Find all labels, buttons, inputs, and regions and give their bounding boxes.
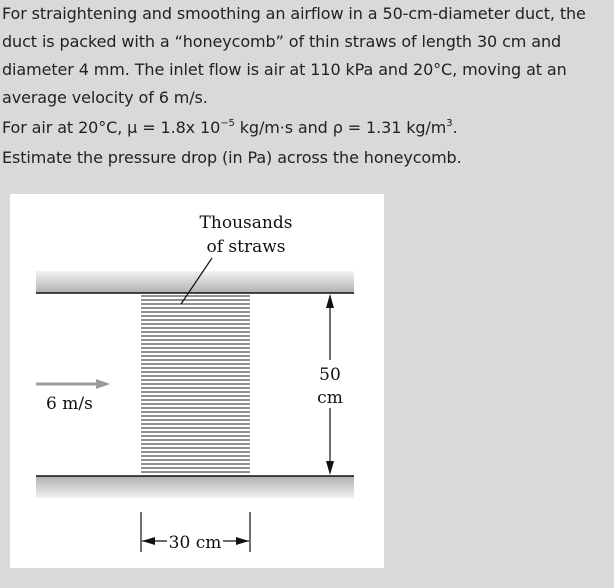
properties-middle: kg/m·s and ρ = 1.31 kg/m: [234, 118, 447, 137]
problem-statement: [2, 0, 614, 172]
straws-label-line2: of straws: [206, 237, 286, 257]
velocity-label: 6 m/s: [46, 394, 93, 414]
mu-exponent: −5: [220, 118, 235, 129]
diameter-value-label: 50: [319, 365, 341, 385]
inlet-velocity-arrow: [36, 379, 110, 389]
honeycomb-figure: [10, 194, 384, 568]
air-properties: [2, 114, 614, 142]
duct-bottom-wall: [36, 476, 354, 498]
honeycomb-straws: [141, 296, 250, 472]
properties-prefix: For air at 20°C, μ = 1.8x 10: [2, 118, 221, 137]
problem-paragraph: For straightening and smoothing an airflow in a 50-cm-diameter duct, the duct is packed with a “honeycomb” of thin straws of length 30 cm and diameter 4 mm. The inlet flow is air at 110 kPa and 20°C, moving at an average velocity of 6 m/s.: [2, 4, 586, 107]
duct-top-wall: [36, 271, 354, 293]
length-label: 30 cm: [168, 533, 222, 553]
straws-label-line1: Thousands: [199, 213, 293, 233]
properties-suffix: .: [452, 118, 458, 137]
rho-exponent: 3: [446, 118, 453, 129]
question-text: Estimate the pressure drop (in Pa) across the honeycomb.: [2, 148, 462, 167]
diameter-unit-label: cm: [317, 388, 343, 408]
